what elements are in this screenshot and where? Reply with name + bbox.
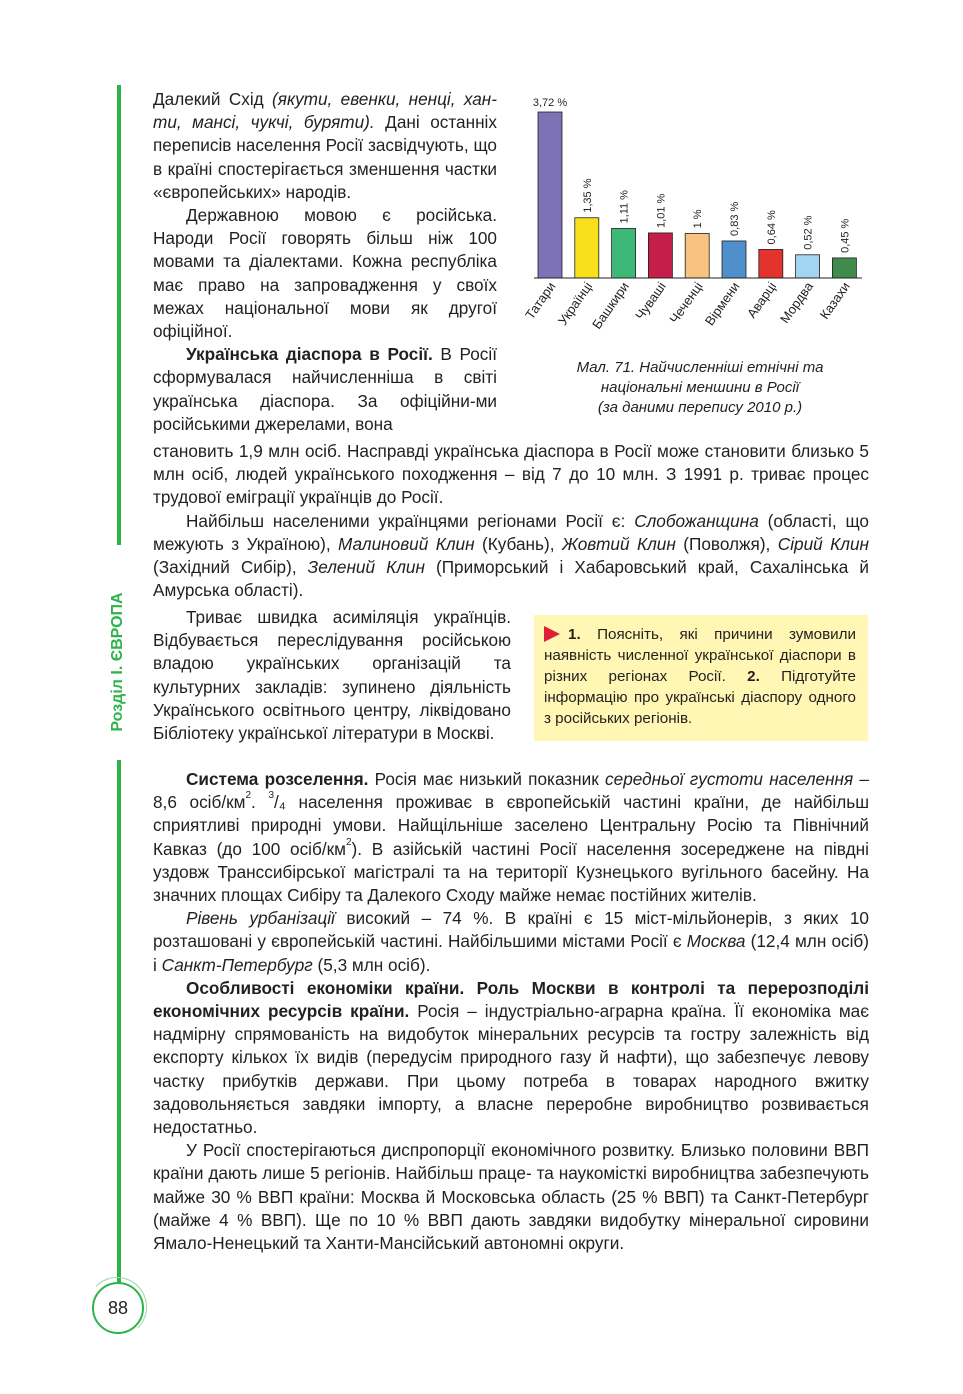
intro-census: Дані останніх переписів населення Росії засвідчують, що в країні спостерігається зменшення частки «європейських» народів. bbox=[153, 112, 497, 202]
settlement-heading: Система розселення. bbox=[186, 769, 369, 789]
figure-caption bbox=[540, 358, 860, 418]
bar-value-label: 0,83 % bbox=[729, 201, 741, 236]
body-assimilation bbox=[153, 606, 511, 745]
section-label: Розділ І. ЄВРОПА bbox=[109, 592, 126, 732]
urbanization-term: Рівень урбанізації bbox=[186, 908, 335, 929]
intro-text: Далекий Схід bbox=[153, 89, 273, 109]
city-moscow: Москва bbox=[686, 931, 746, 952]
economy-text: Росія – індустріально-аграрна країна. Її економіка має надмірну спрямованість на видобуток мінеральних ресурсів та гостру залежність від експорту кількох їх видів (передусім природного газу й нафти), що забезпечує левову частку прибутків держави. При цьому потреба в товарах народного вжитку задовольняється завдяки імпорту, а власне переробне виробництво розвивається недостатньо. bbox=[153, 1001, 869, 1138]
paragraph-disproportions: У Росії спостерігаються диспропорції економічного розвитку. Близько половини ВВП країни дають лише 5 регіонів. Найбільш праце- та наукомісткі виробництва забезпечують майже 30 % ВВП країни: Москва й Московська область (25 % ВВП) та Санкт-Петербург (майже 4 % ВВП). Ще по 10 % ВВП дають завдяки видобутку мінеральної сировини Ямало-Ненецький та Ханти-Мансійський автономні округи. bbox=[153, 1140, 869, 1254]
regions-text-2: (Кубань), bbox=[474, 533, 562, 554]
category-label: Татари bbox=[522, 279, 559, 322]
region-zhovtyi-klyn: Жовтий Клин bbox=[561, 533, 676, 554]
category-label: Чеченці bbox=[666, 279, 706, 327]
task-box bbox=[534, 615, 868, 741]
regions-text-3: (Поволжя), bbox=[675, 533, 778, 554]
task-arrow-icon bbox=[544, 626, 560, 642]
margin-rule-top bbox=[117, 85, 121, 545]
paragraph-economy bbox=[153, 977, 869, 1139]
task-number-2: 2. bbox=[747, 668, 760, 685]
category-label: Аварці bbox=[743, 279, 780, 321]
km-superscript-2: 2 bbox=[345, 836, 352, 848]
paragraph-regions bbox=[153, 510, 869, 603]
diaspora-heading: Українська діаспора в Росії. bbox=[186, 344, 433, 365]
city-st-petersburg: Санкт-Петербург bbox=[161, 954, 313, 975]
body-lower bbox=[153, 768, 869, 1255]
caption-line-1: Мал. 71. Найчисленніші етнічні та bbox=[576, 359, 824, 376]
density-term: середньої густоти населення bbox=[605, 769, 854, 789]
bar-value-label: 1 % bbox=[692, 209, 705, 229]
bar-8 bbox=[796, 255, 820, 278]
intro-peoples: (якути, евенки, ненці, хан-ти, мансі, чукчі, буряти). bbox=[153, 89, 497, 133]
caption-line-3: (за даними перепису 2010 р.) bbox=[597, 399, 803, 416]
km-superscript-1: 2 bbox=[245, 790, 252, 802]
bar-2 bbox=[575, 218, 599, 278]
category-label: Вірмени bbox=[701, 279, 743, 329]
bar-3 bbox=[612, 228, 636, 278]
task-text-2: Підготуйте інформацію про українські діаспору одного з російських регіонів. bbox=[544, 668, 856, 727]
regions-text-5: (Приморський і Хабаровський край, Сахалінська й Амурська області). bbox=[153, 557, 869, 601]
task-number-1: 1. bbox=[568, 626, 581, 643]
bar-7 bbox=[759, 249, 783, 278]
region-siryi-klyn: Сірий Клин bbox=[777, 533, 869, 554]
settlement-text-4: населення проживає в європейській частині країни, де найбільш сприятливі природні умови. Найщільніше заселено Центральну Росію та Північний Кавказ (до 100 осіб/км bbox=[153, 792, 869, 859]
paragraph-diaspora-cont: становить 1,9 млн осіб. Насправді українська діаспора в Росії може становити близько 5 млн осіб, людей українського походження – від 7 до 10 млн. З 1991 р. триває процес трудової еміграції українців до Росії. bbox=[153, 441, 869, 508]
settlement-text-2: – 8,6 осіб/км bbox=[153, 769, 869, 813]
settlement-text-3: . bbox=[251, 792, 269, 813]
bar-6 bbox=[722, 241, 746, 278]
bar-value-label: 1,01 % bbox=[655, 193, 668, 228]
caption-line-2: національні меншини в Росії bbox=[600, 379, 800, 396]
bar-value-label: 1,35 % bbox=[581, 178, 594, 213]
bar-value-label: 0,45 % bbox=[839, 218, 852, 253]
urbanization-text-2: (12,4 млн осіб) і bbox=[153, 931, 869, 975]
economy-heading: Особливості економіки країни. Роль Москви в контролі та перерозподілі економічних ресурсів країни. bbox=[153, 977, 869, 1022]
settlement-text-1: Росія має низький показник bbox=[368, 769, 606, 789]
top-left-column bbox=[153, 88, 497, 436]
paragraph-settlement bbox=[153, 768, 869, 907]
category-label: Башкири bbox=[589, 279, 633, 332]
category-label: Чуваші bbox=[632, 279, 669, 323]
regions-text-4: (Західний Сибір), bbox=[153, 557, 308, 578]
paragraph-urbanization bbox=[153, 907, 869, 977]
bar-value-label: 0,64 % bbox=[765, 210, 778, 245]
regions-text-1: (області, що межують з Україною), bbox=[153, 510, 869, 554]
bar-9 bbox=[832, 258, 856, 278]
diaspora-text: В Росії сформувалася найчисленніша в світі українська діаспора. За офіційни-ми російськими джерелами, вона bbox=[153, 344, 497, 434]
bar-value-label: 1,11 % bbox=[618, 190, 631, 224]
fraction-numerator: 3 bbox=[268, 790, 275, 802]
urbanization-text-1: високий – 74 %. В країні є 15 міст-мільйонерів, з яких 10 розташовані у європейській частині. Найбільшими містами Росії є bbox=[153, 908, 869, 952]
settlement-text-5: ). В азійській частині Росії населення зосереджене на півдні уздовж Транссибірської магістралі та на території Кузнецького вугільного басейну. На значних площах Сибіру та Далекого Сходу майже немає постійних жителів. bbox=[153, 838, 869, 906]
body-upper bbox=[153, 440, 869, 602]
region-zelenyi-klyn: Зелений Клин bbox=[307, 557, 425, 578]
region-slobozhanshchyna: Слобожанщина bbox=[634, 510, 759, 531]
category-label: Мордва bbox=[776, 279, 817, 326]
fraction-denominator: /₄ bbox=[274, 792, 286, 813]
region-malynovyi-klyn: Малиновий Клин bbox=[338, 533, 475, 554]
bar-1 bbox=[538, 112, 562, 278]
regions-intro: Найбільш населеними українцями регіонами Росії є: bbox=[186, 510, 635, 531]
paragraph-intro bbox=[153, 88, 497, 204]
page-number: 88 bbox=[92, 1282, 144, 1334]
ethnic-minorities-chart bbox=[510, 88, 870, 368]
paragraph-language: Державною мовою є російська. Народи Росії говорять більш ніж 100 мовами та діалектами. Кожна республіка має право на запровадження у своїх межах національної мови як другої офіційної. bbox=[153, 205, 497, 342]
bar-value-label: 0,52 % bbox=[802, 215, 815, 250]
category-label: Українці bbox=[554, 279, 596, 328]
margin-rule-bottom bbox=[117, 760, 121, 1300]
bar-4 bbox=[648, 233, 672, 278]
paragraph-assimilation: Триває швидка асиміляція українців. Відбувається переслідування російською владою українських організацій та культурних закладів: зупинено діяльність Українського освітнього центру, ліквідовано Бібліотеку української літератури в Москві. bbox=[153, 607, 511, 744]
bar-5 bbox=[685, 233, 709, 278]
bar-value-label: 3,72 % bbox=[532, 97, 568, 109]
urbanization-text-3: (5,3 млн осіб). bbox=[312, 954, 431, 975]
category-label: Казахи bbox=[816, 279, 853, 322]
paragraph-diaspora bbox=[153, 343, 497, 436]
task-text-1: Поясніть, які причини зумовили наявність численної української діаспори в різних регіонах Росії. bbox=[544, 626, 856, 685]
